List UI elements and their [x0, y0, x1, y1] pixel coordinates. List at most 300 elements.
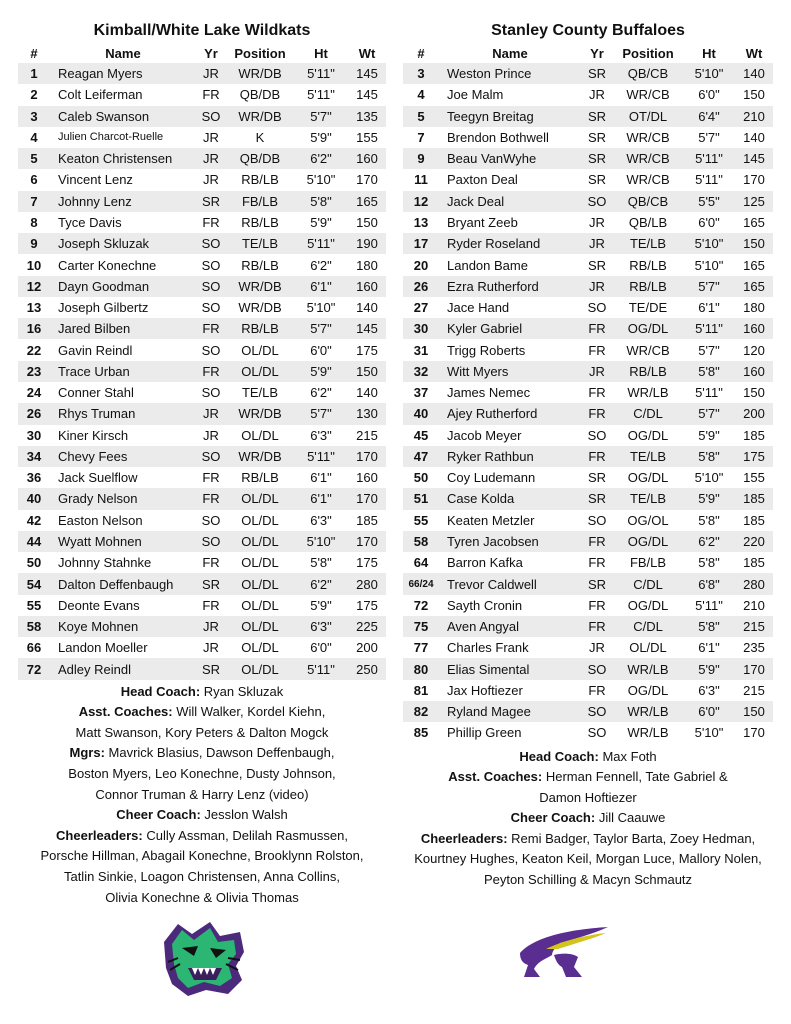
player-position: WR/LB: [627, 385, 669, 401]
player-height: 5'8": [294, 191, 348, 212]
player-position: WR/DB: [226, 446, 294, 467]
player-number: 27: [413, 300, 429, 316]
cheerleaders-line-4: Olivia Konechne & Olivia Thomas: [105, 889, 299, 905]
player-position: OL/DL: [226, 658, 294, 679]
roster-row: [18, 318, 386, 339]
player-year: SO: [581, 658, 613, 679]
player-height: 6'0": [698, 87, 720, 103]
roster-row: [403, 382, 773, 403]
player-year: SO: [196, 233, 226, 254]
player-number: 34: [18, 446, 50, 467]
roster-row: [403, 106, 773, 127]
player-height: 6'1": [294, 276, 348, 297]
roster-row: [403, 212, 773, 233]
player-weight: 165: [743, 257, 765, 273]
player-position: WR/CB: [626, 87, 670, 103]
cheerleaders-names: Cully Assman, Delilah Rasmussen,: [146, 827, 348, 843]
player-name: Colt Leiferman: [58, 87, 143, 103]
col-header-ht: Ht: [314, 46, 328, 61]
player-year: JR: [203, 640, 219, 656]
player-name: Conner Stahl: [58, 385, 134, 401]
player-number: 5: [18, 148, 50, 169]
right-roster-table: [403, 44, 773, 744]
player-height: 5'10": [694, 725, 724, 741]
player-number: 44: [18, 531, 50, 552]
player-name: Kyler Gabriel: [439, 318, 581, 339]
player-name: Jacob Meyer: [447, 427, 522, 443]
player-height: 6'3": [310, 512, 332, 528]
player-weight: 170: [735, 658, 773, 679]
player-year: FR: [581, 318, 613, 339]
roster-row: [18, 84, 386, 105]
player-name: Dayn Goodman: [50, 276, 196, 297]
player-year: JR: [581, 276, 613, 297]
player-height: 6'2": [310, 385, 332, 401]
player-name: James Nemec: [447, 385, 531, 401]
player-weight: 170: [348, 446, 386, 467]
player-name: Landon Moeller: [58, 640, 148, 656]
left-roster-body: [18, 63, 386, 680]
player-weight: 140: [356, 300, 378, 316]
player-height: 5'7": [294, 106, 348, 127]
player-position: WR/DB: [226, 276, 294, 297]
player-position: TE/LB: [241, 385, 279, 401]
player-number: 3: [403, 63, 439, 84]
player-number: 40: [403, 403, 439, 424]
player-height: 5'7": [698, 342, 720, 358]
player-weight: 165: [735, 276, 773, 297]
roster-row: [403, 191, 773, 212]
player-number: 12: [18, 276, 50, 297]
player-year: FR: [196, 361, 226, 382]
right-team-title: Stanley County Buffaloes: [491, 22, 685, 39]
player-name: Gavin Reindl: [58, 342, 133, 358]
player-height: 5'7": [294, 403, 348, 424]
roster-row: [403, 84, 773, 105]
roster-row: [403, 233, 773, 254]
player-name: Paxton Deal: [447, 172, 518, 188]
player-name: Chevy Fees: [50, 446, 196, 467]
player-weight: 150: [348, 361, 386, 382]
roster-row: [403, 637, 773, 658]
player-height: 5'11": [294, 658, 348, 679]
player-year: SO: [201, 385, 221, 401]
player-position: C/DL: [613, 403, 683, 424]
cheer-coach-line: [403, 808, 773, 829]
asst-coaches-label: Asst. Coaches:: [78, 704, 173, 720]
roster-row: [403, 595, 773, 616]
player-name: Case Kolda: [439, 488, 581, 509]
player-name: Trevor Caldwell: [439, 573, 581, 594]
roster-row: [403, 339, 773, 360]
player-name: Beau VanWyhe: [439, 148, 581, 169]
head-coach-line: [18, 682, 386, 703]
player-position: WR/DB: [226, 106, 294, 127]
asst-coaches-line: [403, 767, 773, 788]
player-weight: 215: [743, 682, 765, 698]
player-weight: 175: [735, 446, 773, 467]
player-number: 66/24: [403, 573, 439, 594]
player-weight: 185: [743, 427, 765, 443]
player-number: 32: [403, 361, 439, 382]
player-position: OG/DL: [627, 470, 669, 486]
player-number: 66: [26, 640, 42, 656]
player-name: Easton Nelson: [58, 512, 143, 528]
player-name: Aven Angyal: [439, 616, 581, 637]
roster-row: [403, 148, 773, 169]
player-name: Caleb Swanson: [50, 106, 196, 127]
player-name: Elias Simental: [439, 658, 581, 679]
player-year: SR: [587, 257, 607, 273]
player-height: 5'11": [695, 172, 723, 188]
player-number: 8: [30, 214, 38, 230]
player-height: 5'10": [694, 470, 724, 486]
player-name: Tyren Jacobsen: [439, 531, 581, 552]
roster-row: [18, 510, 386, 531]
head-coach-label: Head Coach:: [519, 748, 599, 764]
player-weight: 165: [348, 191, 386, 212]
player-position: TE/LB: [613, 233, 683, 254]
player-name: Johnny Stahnke: [58, 555, 152, 571]
player-name: Carter Konechne: [58, 257, 157, 273]
player-weight: 170: [348, 488, 386, 509]
player-number: 47: [403, 446, 439, 467]
player-year: FR: [581, 446, 613, 467]
player-height: 5'11": [695, 597, 723, 613]
player-height: 5'9": [294, 361, 348, 382]
roster-row: [403, 361, 773, 382]
roster-row: [18, 63, 386, 84]
player-number: 1: [18, 63, 50, 84]
roster-row: [18, 212, 386, 233]
col-header-ht: Ht: [702, 46, 716, 61]
player-number: 22: [26, 342, 42, 358]
player-height: 6'2": [294, 148, 348, 169]
player-year: FR: [581, 403, 613, 424]
player-position: QB/LB: [628, 214, 668, 230]
roster-row: [403, 467, 773, 488]
player-name: Charles Frank: [447, 640, 529, 656]
player-number: 55: [413, 512, 429, 528]
player-height: 5'7": [683, 403, 735, 424]
player-weight: 225: [348, 616, 386, 637]
player-position: OG/DL: [627, 427, 669, 443]
player-position: TE/LB: [226, 233, 294, 254]
player-weight: 145: [356, 87, 378, 103]
player-year: SR: [581, 488, 613, 509]
player-weight: 175: [356, 555, 378, 571]
right-staff: [403, 747, 773, 891]
player-position: K: [255, 129, 265, 145]
player-name: Wyatt Mohnen: [50, 531, 196, 552]
cheerleaders-line-3: Tatlin Sinkie, Loagon Christensen, Anna Collins,: [63, 869, 341, 885]
roster-row: [18, 106, 386, 127]
head-coach-label: Head Coach:: [120, 683, 201, 699]
player-position: OL/DL: [226, 361, 294, 382]
cheerleaders-label: Cheerleaders:: [56, 827, 143, 843]
col-header-num: #: [30, 46, 38, 61]
player-year: FR: [588, 342, 606, 358]
managers-line-2: Boston Myers, Leo Konechne, Dusty Johnson,: [68, 766, 336, 782]
roster-row: [403, 552, 773, 573]
player-number: 5: [403, 106, 439, 127]
roster-row: [18, 403, 386, 424]
roster-row: [18, 254, 386, 275]
asst-coaches-label: Asst. Coaches:: [448, 769, 543, 785]
player-year: SR: [587, 172, 607, 188]
roster-row: [403, 680, 773, 701]
player-name: Deonte Evans: [58, 597, 140, 613]
player-weight: 135: [348, 106, 386, 127]
player-year: SR: [581, 63, 613, 84]
player-name: Joseph Gilbertz: [58, 300, 149, 316]
roster-row: [18, 488, 386, 509]
roster-row: [403, 403, 773, 424]
player-height: 6'1": [310, 470, 332, 486]
player-number: 85: [413, 725, 429, 741]
roster-row: [403, 722, 773, 743]
player-number: 20: [413, 257, 429, 273]
player-position: OG/DL: [613, 531, 683, 552]
player-name: Jack Deal: [439, 191, 581, 212]
player-year: JR: [196, 63, 226, 84]
player-position: TE/LB: [613, 446, 683, 467]
player-height: 6'2": [294, 573, 348, 594]
player-position: OL/DL: [241, 555, 279, 571]
player-year: SR: [581, 573, 613, 594]
player-position: WR/DB: [226, 63, 294, 84]
roster-row: [403, 169, 773, 190]
player-height: 6'1": [698, 300, 720, 316]
player-weight: 165: [743, 214, 765, 230]
player-position: WR/CB: [626, 172, 670, 188]
player-number: 58: [403, 531, 439, 552]
player-number: 23: [18, 361, 50, 382]
player-weight: 160: [356, 470, 378, 486]
player-name: Trigg Roberts: [447, 342, 526, 358]
player-name: Johnny Lenz: [50, 191, 196, 212]
player-number: 82: [403, 701, 439, 722]
player-year: SR: [581, 106, 613, 127]
player-year: FR: [581, 531, 613, 552]
player-year: FR: [202, 555, 220, 571]
right-roster-body: [403, 63, 773, 744]
player-name: Brendon Bothwell: [447, 129, 549, 145]
roster-row: [18, 595, 386, 616]
player-number: 13: [26, 300, 42, 316]
player-weight: 145: [735, 148, 773, 169]
col-header-position: Position: [234, 46, 286, 61]
player-name: Joseph Skluzak: [50, 233, 196, 254]
player-position: WR/LB: [613, 658, 683, 679]
player-weight: 140: [735, 63, 773, 84]
player-position: WR/DB: [226, 403, 294, 424]
left-roster-table: [18, 44, 386, 680]
player-position: OL/DL: [226, 573, 294, 594]
player-position: RB/LB: [226, 318, 294, 339]
player-year: SO: [196, 446, 226, 467]
head-coach-name: Ryan Skluzak: [203, 683, 284, 699]
player-weight: 170: [743, 725, 765, 741]
player-weight: 170: [743, 172, 765, 188]
roster-row: [18, 382, 386, 403]
player-name: Jack Suelflow: [58, 470, 138, 486]
player-position: FB/LB: [629, 555, 667, 571]
player-position: OG/DL: [627, 597, 669, 613]
player-name: Grady Nelson: [50, 488, 196, 509]
player-position: OL/DL: [241, 342, 279, 358]
player-position: TE/DE: [628, 300, 668, 316]
player-weight: 150: [735, 701, 773, 722]
player-height: 5'8": [698, 512, 720, 528]
player-weight: 280: [348, 573, 386, 594]
cheer-coach-name: Jill Caauwe: [598, 810, 666, 826]
player-weight: 175: [356, 597, 378, 613]
player-weight: 220: [735, 531, 773, 552]
player-height: 5'9": [683, 488, 735, 509]
player-name: Ryker Rathbun: [439, 446, 581, 467]
player-height: 5'11": [683, 148, 735, 169]
player-position: WR/CB: [626, 342, 670, 358]
asst-coaches-names: Will Walker, Kordel Kiehn,: [176, 704, 326, 720]
cheer-coach-label: Cheer Coach:: [116, 807, 201, 823]
player-year: FR: [202, 87, 220, 103]
player-weight: 215: [735, 616, 773, 637]
asst-coaches-names: Herman Fennell, Tate Gabriel &: [545, 769, 728, 785]
player-height: 6'3": [294, 616, 348, 637]
player-number: 31: [413, 342, 429, 358]
player-year: SO: [201, 300, 221, 316]
player-year: SO: [581, 191, 613, 212]
player-number: 30: [26, 427, 42, 443]
player-number: 9: [18, 233, 50, 254]
player-position: QB/CB: [613, 63, 683, 84]
roster-row: [18, 425, 386, 446]
player-year: FR: [581, 616, 613, 637]
player-position: C/DL: [613, 573, 683, 594]
left-roster-header: [18, 44, 386, 63]
player-position: OL/DL: [226, 488, 294, 509]
player-name: Jace Hand: [447, 300, 510, 316]
player-weight: 145: [348, 63, 386, 84]
player-number: 26: [403, 276, 439, 297]
player-position: QB/DB: [239, 87, 281, 103]
player-height: 5'10": [306, 172, 336, 188]
player-number: 42: [26, 512, 42, 528]
player-weight: 180: [743, 300, 765, 316]
roster-row: [18, 446, 386, 467]
roster-row: [18, 531, 386, 552]
roster-row: [403, 701, 773, 722]
player-year: SR: [196, 191, 226, 212]
col-header-yr: Yr: [204, 46, 218, 61]
player-position: WR/DB: [238, 300, 282, 316]
player-year: JR: [203, 172, 219, 188]
player-weight: 210: [735, 106, 773, 127]
player-year: FR: [588, 555, 606, 571]
player-name: Ryland Magee: [439, 701, 581, 722]
player-position: TE/LB: [613, 488, 683, 509]
player-number: 30: [403, 318, 439, 339]
player-weight: 200: [735, 403, 773, 424]
head-coach-name: Max Foth: [602, 748, 657, 764]
roster-row: [18, 127, 386, 148]
player-name: Jax Hoftiezer: [447, 682, 523, 698]
player-year: SR: [587, 470, 607, 486]
player-number: 10: [26, 257, 42, 273]
roster-row: [403, 63, 773, 84]
col-header-name: Name: [492, 46, 528, 61]
roster-row: [18, 552, 386, 573]
roster-row: [18, 148, 386, 169]
player-height: 5'11": [294, 233, 348, 254]
player-weight: 150: [356, 214, 378, 230]
player-position: RB/LB: [241, 172, 279, 188]
player-number: 51: [403, 488, 439, 509]
player-height: 5'8": [698, 555, 720, 571]
player-name: Dalton Deffenbaugh: [50, 573, 196, 594]
player-height: 5'9": [310, 597, 332, 613]
player-number: 58: [18, 616, 50, 637]
player-number: 50: [26, 555, 42, 571]
player-number: 9: [403, 148, 439, 169]
col-header-wt: Wt: [358, 46, 376, 61]
player-year: SO: [587, 512, 607, 528]
managers-names: Mavrick Blasius, Dawson Deffenbaugh,: [108, 745, 335, 761]
player-weight: 155: [356, 129, 378, 145]
player-weight: 180: [356, 257, 378, 273]
player-year: JR: [203, 129, 219, 145]
player-name: Rhys Truman: [50, 403, 196, 424]
wildcat-logo-icon: [158, 918, 250, 998]
player-height: 6'1": [294, 488, 348, 509]
roster-row: [403, 297, 773, 318]
player-number: 2: [30, 87, 38, 103]
left-team-section: [18, 18, 386, 908]
asst-coaches-line: [18, 702, 386, 723]
roster-row: [18, 339, 386, 360]
player-height: 5'11": [683, 318, 735, 339]
player-year: SO: [196, 276, 226, 297]
player-weight: 170: [348, 531, 386, 552]
player-position: OG/DL: [613, 318, 683, 339]
player-number: 26: [18, 403, 50, 424]
roster-row: [403, 276, 773, 297]
player-height: 5'8": [310, 555, 332, 571]
player-year: JR: [589, 214, 605, 230]
player-height: 5'7": [683, 276, 735, 297]
player-year: FR: [196, 488, 226, 509]
player-position: OG/DL: [627, 682, 669, 698]
asst-coaches-line-2: Matt Swanson, Kory Peters & Dalton Mogck: [75, 724, 329, 740]
player-year: SO: [587, 725, 607, 741]
player-year: JR: [196, 403, 226, 424]
player-number: 50: [413, 470, 429, 486]
player-height: 6'0": [310, 342, 332, 358]
player-year: SR: [196, 658, 226, 679]
player-year: FR: [588, 385, 606, 401]
player-weight: 185: [743, 555, 765, 571]
player-height: 6'3": [310, 427, 332, 443]
player-position: WR/LB: [613, 701, 683, 722]
player-number: 55: [26, 597, 42, 613]
cheerleaders-label: Cheerleaders:: [420, 830, 508, 846]
roster-row: [18, 467, 386, 488]
player-height: 6'2": [310, 257, 332, 273]
player-position: RB/LB: [241, 257, 279, 273]
player-year: FR: [196, 318, 226, 339]
roster-row: [403, 488, 773, 509]
